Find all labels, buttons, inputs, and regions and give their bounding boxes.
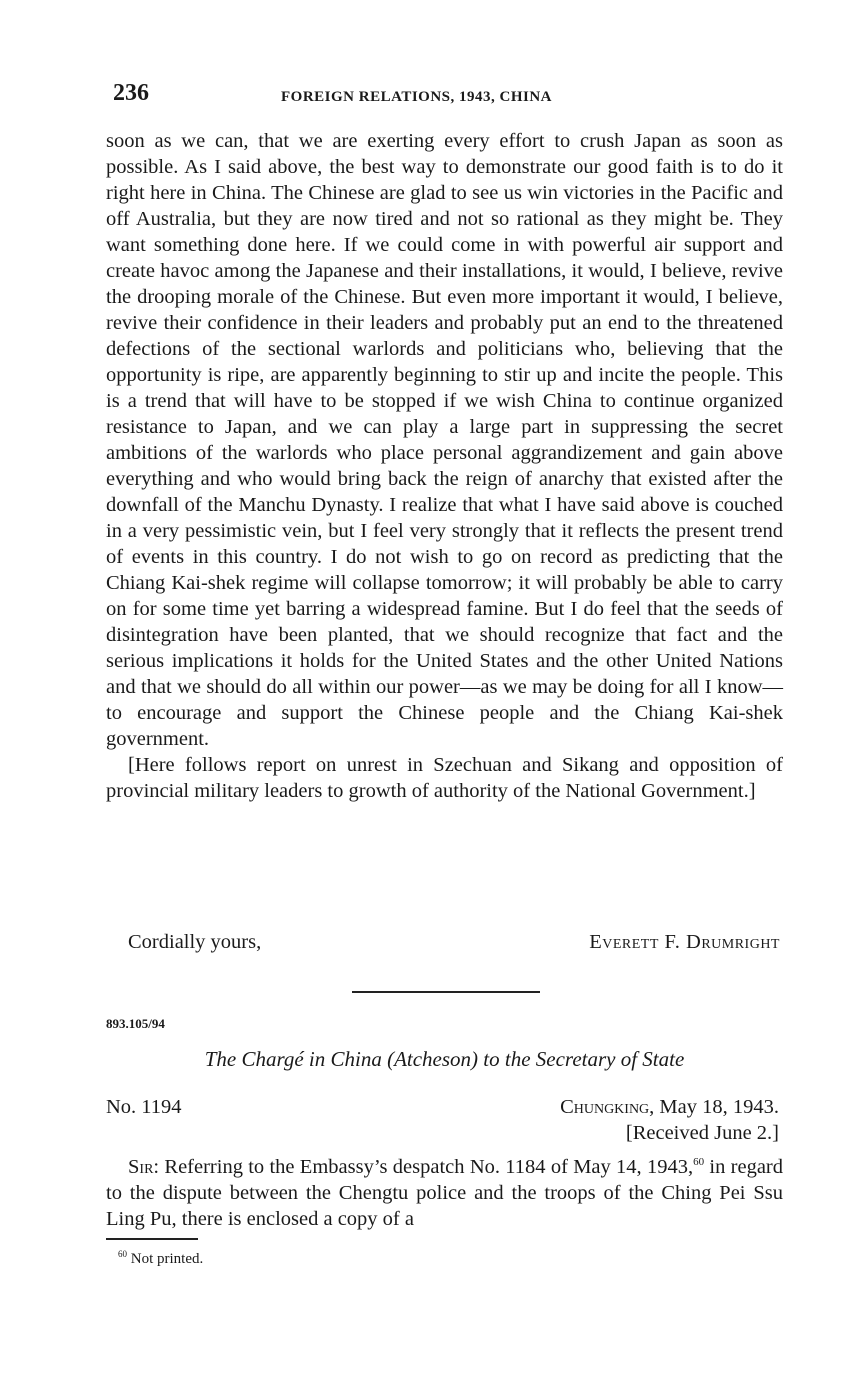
closing: Cordially yours, [128,931,262,953]
footnote-marker: 60 [118,1249,127,1259]
footnote [118,1249,203,1268]
page-number: 236 [113,80,149,106]
footnote-divider [106,1238,198,1240]
footnote-text: Not printed. [127,1251,204,1267]
body-paragraph-continued: soon as we can, that we are exerting every effort to crush Japan as soon as possible. As I said above, the best way to demonstrate our good faith is to do it right here in China. The Chinese are glad to see us win victories in the Pacific and off Australia, but they are now tired and not so rational as they might be. They want something done here. If we could come in with powerful air support and create havoc among the Japanese and their installations, it would, I believe, revive the drooping morale of the Chinese. But even more important it would, I believe, revive their confidence in their leaders and probably put an end to the threatened defections of the sectional warlords and politicians who, believing that the opportunity is ripe, are apparently beginning to stir up and incite the people. This is a trend that will have to be stopped if we wish China to continue organized resistance to Japan, and we can play a large part in suppressing the secret ambitions of the warlords who place personal aggrandizement and gain above everything and who would bring back the reign of anarchy that existed after the downfall of the Manchu Dynasty. I realize that what I have said above is couched in a very pessimistic vein, but I feel very strongly that it reflects the present trend of events in this country. I do not wish to go on record as predicting that the Chiang Kai-shek regime will collapse tomorrow; it will probably be able to carry on for some time yet barring a widespread famine. But I do feel that the seeds of disintegration have been planted, that we should recognize that fact and the serious implications it holds for the United States and the other United Nations and that we should do all within our power—as we may be doing for all I know—to encourage and support the Chinese people and the Chiang Kai-shek government. [106,130,783,750]
body-text [106,128,783,804]
footnote-reference[interactable]: 60 [693,1156,705,1169]
running-head [113,80,783,114]
document-heading: The Chargé in China (Atcheson) to the Secretary of State [204,1047,685,1071]
place: Chungking, [560,1096,655,1118]
date: May 18, 1943. [654,1096,779,1118]
section-divider [352,991,540,993]
salutation: Sir [128,1156,154,1178]
editorial-note-paragraph: [Here follows report on unrest in Szechuan and Sikang and opposition of provincial military leaders to growth of authority of the National Government.] [106,754,783,802]
running-title: FOREIGN RELATIONS, 1943, CHINA [281,89,553,105]
letter-text [106,1154,783,1232]
letter-paragraph [106,1154,783,1232]
signer-name: Everett F. Drumright [589,931,780,953]
file-number: 893.105/94 [106,1016,165,1031]
letter-text-part-2: in regard to the dispute between the Chengtu police and the troops of the Ching Pei Ssu Ling Pu, there is enclosed a copy of a [106,1156,783,1230]
document-meta [106,1096,783,1148]
letter-text-part-1: : Referring to the Embassy’s despatch No. 1184 of May 14, 1943, [153,1156,694,1178]
document-number: No. 1194 [106,1096,182,1118]
signoff [106,931,783,959]
place-date [560,1096,779,1119]
received-date: [Received June 2.] [625,1122,779,1144]
